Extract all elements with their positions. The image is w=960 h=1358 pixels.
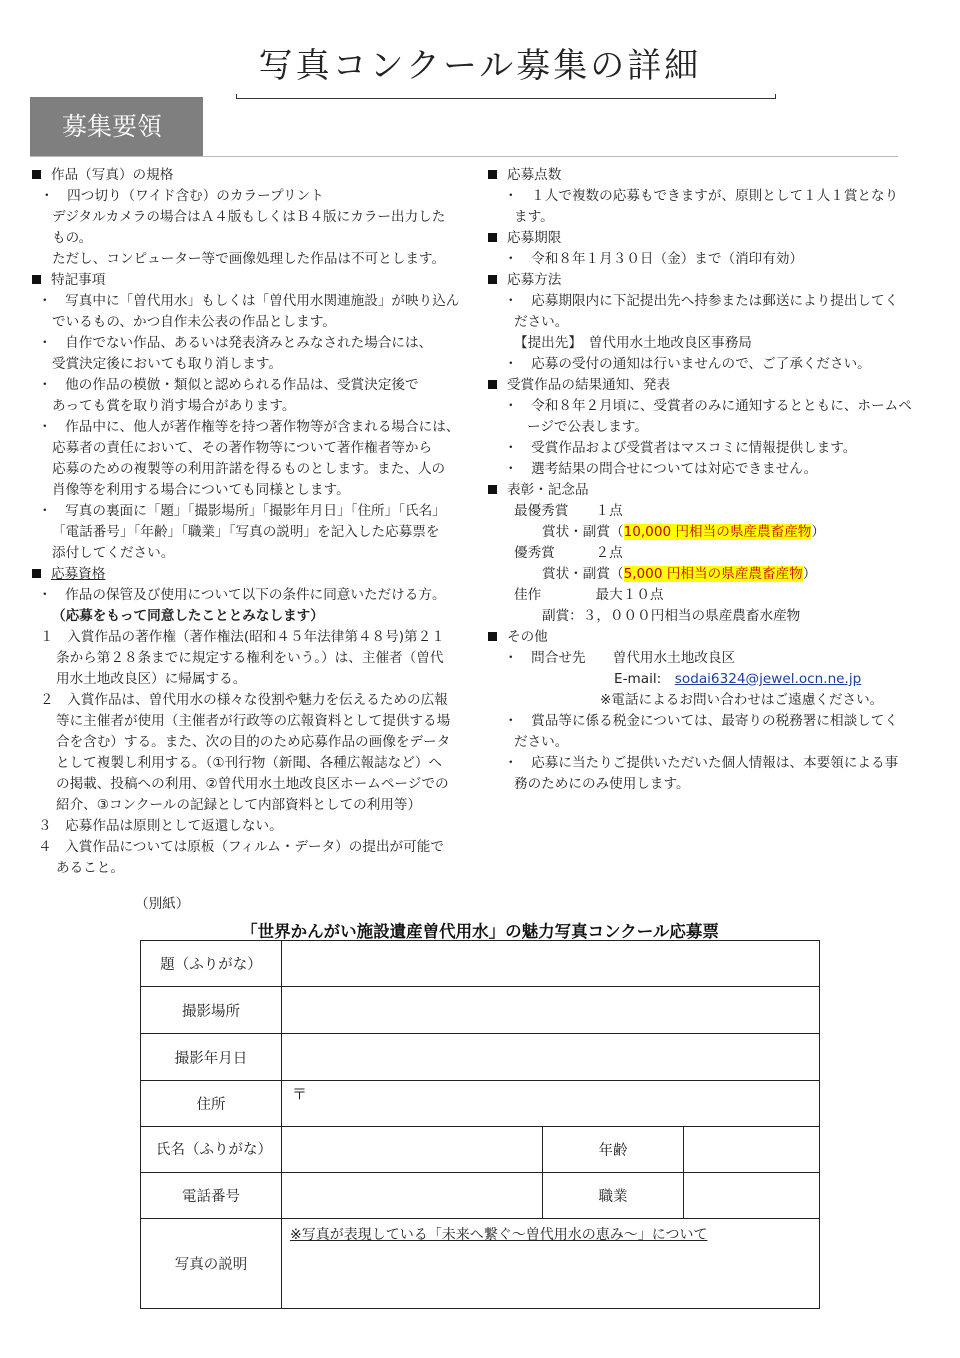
left_lines-line: あっても賞を取り消す場合があります。 — [52, 398, 296, 414]
right_lines-line: ※電話によるお問い合わせはご遠慮ください。 — [600, 692, 884, 708]
right_lines-line: ・ 令和８年２月頃に、受賞者のみに通知するとともに、ホームペ — [504, 398, 912, 414]
postal-mark: 〒 — [292, 1085, 308, 1103]
right_lines-line: ージで公表します。 — [527, 419, 648, 435]
left_lines-line: ・ 四つ切り（ワイド含む）のカラープリント — [40, 188, 324, 204]
right_lines-line: 表彰・記念品 — [0, 480, 940, 501]
left_lines-line: 添付してください。 — [52, 545, 175, 561]
square-bullet-icon — [488, 485, 497, 494]
right_lines-line: 受賞作品の結果通知、発表 — [0, 375, 940, 396]
label-job: 職業 — [543, 1173, 684, 1219]
description-note: ※写真が表現している「未来へ繋ぐ～曽代用水の恵み～」について — [290, 1227, 708, 1243]
left_lines-line: ４ 入賞作品については原板（フィルム・データ）の提出が可能で — [38, 839, 444, 855]
place-field[interactable] — [282, 987, 820, 1034]
left_lines-line: 応募のための複製等の利用許諾を得るものとします。また、人の — [52, 461, 446, 477]
left_lines-line: 等に主催者が使用（主催者が行政等の広報資料として提供する場 — [56, 713, 451, 729]
right_lines-line: E-mail: sodai6324@jewel.ocn.ne.jp — [614, 671, 862, 687]
square-bullet-icon — [488, 170, 497, 179]
left_lines-line: デジタルカメラの場合はＡ４版もしくはＢ４版にカラー出力した — [52, 209, 446, 225]
title-field[interactable] — [282, 941, 820, 987]
left_lines-line: （応募をもって同意したこととみなします） — [52, 608, 324, 624]
label-phone: 電話番号 — [141, 1173, 282, 1219]
left_lines-line: 「電話番号」「年齢」「職業」「写真の説明」を記入した応募票を — [52, 524, 440, 540]
phone-field[interactable] — [282, 1173, 543, 1219]
page-title: 写真コンクール募集の詳細 — [258, 46, 702, 86]
square-bullet-icon — [488, 632, 497, 641]
left_lines-line: 応募資格 — [0, 564, 480, 585]
right_lines-line: 最優秀賞 １点 — [514, 503, 623, 519]
left_lines-line: もの。 — [52, 230, 93, 246]
right_lines-line: 【提出先】 曽代用水土地改良区事務局 — [514, 335, 752, 351]
left_lines-line: 合を含む）する。また、次の目的のため応募作品の画像をデータ — [56, 734, 451, 750]
right_lines-line: ・ 応募に当たりご提供いただいた個人情報は、本要領による事 — [504, 755, 899, 771]
name-field[interactable] — [282, 1127, 543, 1173]
email-link[interactable]: sodai6324@jewel.ocn.ne.jp — [674, 671, 862, 687]
left_lines-line: 受賞決定後においても取り消します。 — [52, 356, 283, 372]
title-underline-tick — [775, 94, 776, 99]
right_lines-line: ・ 選考結果の問合せについては対応できません。 — [504, 461, 818, 477]
square-bullet-icon — [488, 380, 497, 389]
right_lines-line: ・ 賞品等に係る税金については、最寄りの税務署に相談してく — [504, 713, 898, 729]
label-age: 年齢 — [543, 1127, 684, 1173]
right_lines-line: ・ 令和８年１月３０日（金）まで（消印有効） — [504, 251, 804, 267]
title-underline — [236, 98, 776, 99]
right_lines-line: 優秀賞 ２点 — [514, 545, 623, 561]
left_lines-line: ・ 写真の裏面に「題」「撮影場所」「撮影年月日」「住所」「氏名」 — [38, 503, 446, 519]
right_lines-line: 応募期限 — [0, 228, 940, 249]
guidelines-right-column — [0, 165, 940, 795]
left_lines-line: でいるもの、かつ自作未公表の作品とします。 — [52, 314, 336, 330]
left_lines-line: 肖像等を利用する場合についても同様とします。 — [52, 482, 350, 498]
left_lines-line: 紹介、③コンクールの記録として内部資料としての利用等） — [56, 797, 422, 813]
right_lines-line: ださい。 — [514, 314, 569, 330]
left_lines-line: ・ 作品の保管及び使用について以下の条件に同意いただける方。 — [38, 587, 446, 603]
label-description: 写真の説明 — [141, 1219, 282, 1309]
entry-form-table — [140, 940, 820, 1309]
right_lines-line: 佳作 最大１０点 — [514, 587, 664, 603]
prize-highlight: 10,000 円相当の県産農畜産物 — [623, 524, 812, 540]
left_lines-line: ・ 他の作品の模倣・類似と認められる作品は、受賞決定後で — [38, 377, 419, 393]
right_lines-line: ます。 — [514, 209, 554, 225]
label-name: 氏名（ふりがな） — [141, 1127, 282, 1173]
job-field[interactable] — [684, 1173, 820, 1219]
right_lines-line: ・ 応募期限内に下記提出先へ持参または郵送により提出してく — [504, 293, 899, 309]
description-field[interactable] — [282, 1219, 820, 1309]
section-banner: 募集要領 — [30, 97, 203, 156]
left_lines-line: ・ 作品中に、他人が著作権等を持つ著作物等が含まれる場合には、 — [38, 419, 460, 435]
label-place: 撮影場所 — [141, 987, 282, 1034]
right_lines-line: 副賞：３，０００円相当の県産農畜水産物 — [542, 608, 801, 624]
right_lines-line: 務のためにのみ使用します。 — [514, 776, 690, 792]
left_lines-line: 特記事項 — [0, 270, 480, 291]
right_lines-line: ・ 応募の受付の通知は行いませんので、ご了承ください。 — [504, 356, 871, 372]
right_lines-line: ・ 受賞作品および受賞者はマスコミに情報提供します。 — [504, 440, 857, 456]
left_lines-line: 作品（写真）の規格 — [0, 165, 480, 186]
left_lines-line: として複製し利用する。（①刊行物（新聞、各種広報誌など）へ — [56, 755, 443, 771]
right_lines-line: その他 — [0, 627, 940, 648]
left_lines-line: あること。 — [56, 860, 124, 876]
right_lines-line: 応募点数 — [0, 165, 940, 186]
label-address: 住所 — [141, 1081, 282, 1127]
prize-highlight: 5,000 円相当の県産農畜産物 — [623, 566, 803, 582]
section-divider — [30, 156, 898, 157]
right_lines-line: ・ 問合せ先 曽代用水土地改良区 — [504, 650, 736, 666]
square-bullet-icon — [488, 233, 497, 242]
left_lines-line: ２ 入賞作品は、曽代用水の様々な役割や魅力を伝えるための広報 — [40, 692, 448, 708]
entry-form-title: 「世界かんがい施設遺産曽代用水」の魅力写真コンクール応募票 — [241, 922, 719, 941]
left_lines-line: の掲載、投稿への利用、②曽代用水土地改良区ホームページでの — [56, 776, 449, 792]
right_lines-line: 応募方法 — [0, 270, 940, 291]
left_lines-line: １ 入賞作品の著作権（著作権法(昭和４５年法律第４８号)第２１ — [40, 629, 445, 645]
label-date: 撮影年月日 — [141, 1034, 282, 1081]
left_lines-line: 用水土地改良区）に帰属する。 — [56, 671, 247, 687]
left_lines-line: ただし、コンピューター等で画像処理した作品は不可とします。 — [52, 251, 446, 267]
label-title: 題（ふりがな） — [141, 941, 282, 987]
date-field[interactable] — [282, 1034, 820, 1081]
left_lines-line: 応募者の責任において、その著作物等について著作権者等から — [52, 440, 433, 456]
left_lines-line: 条から第２８条までに規定する権利をいう。）は、主催者（曽代 — [56, 650, 444, 666]
right_lines-line: ・ １人で複数の応募もできますが、原則として１人１賞となり — [504, 188, 899, 204]
title-underline-tick — [236, 94, 237, 99]
left_lines-line: ３ 応募作品は原則として返還しない。 — [38, 818, 283, 834]
right_lines-line: 賞状・副賞（5,000 円相当の県産農畜産物） — [542, 566, 817, 582]
age-field[interactable] — [684, 1127, 820, 1173]
right_lines-line: ださい。 — [514, 734, 569, 750]
left_lines-line: ・ 自作でない作品、あるいは発表済みとみなされた場合には、 — [38, 335, 433, 351]
left_lines-line: ・ 写真中に「曽代用水」もしくは「曽代用水関連施設」が映り込ん — [38, 293, 460, 309]
square-bullet-icon — [488, 275, 497, 284]
address-field[interactable] — [282, 1081, 820, 1127]
right_lines-line: 賞状・副賞（10,000 円相当の県産農畜産物） — [542, 524, 825, 540]
attachment-label: （別紙） — [135, 896, 190, 912]
